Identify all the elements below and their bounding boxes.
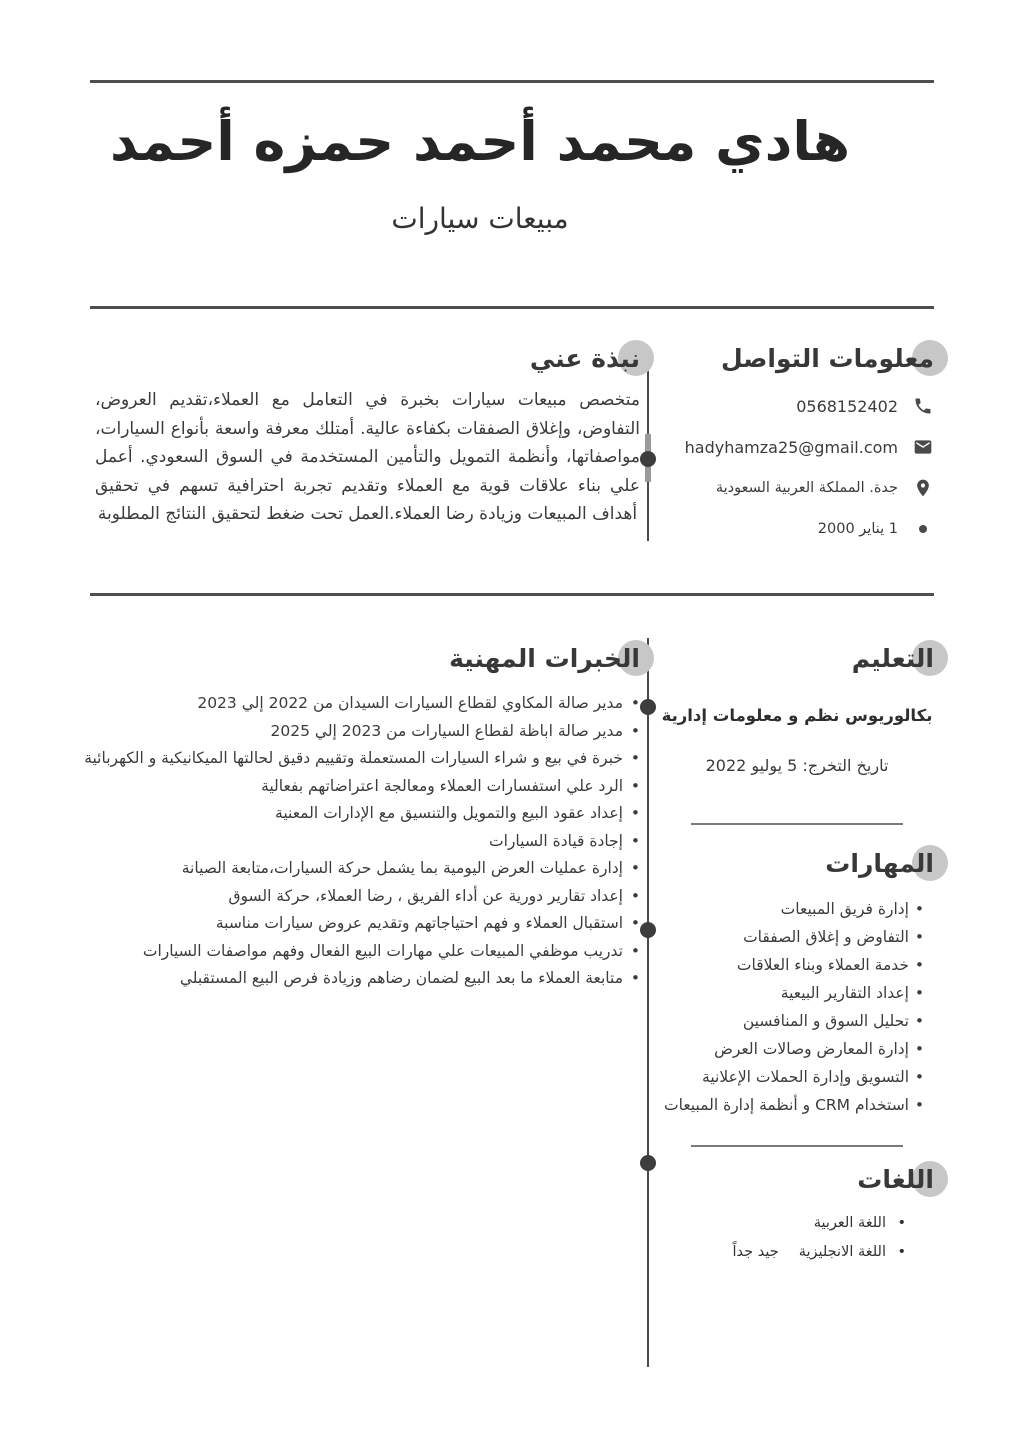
contact-section [660, 342, 934, 558]
degree: بكالوريوس نظم و معلومات إدارية [661, 706, 933, 725]
location-pin-icon [912, 477, 934, 499]
header [90, 96, 870, 235]
skill-item: • التفاوض و إغلاق الصفقات [660, 923, 924, 951]
skills-list [660, 895, 934, 1119]
phone-icon [912, 395, 934, 417]
skills-heading: المهارات [660, 847, 934, 881]
email-icon [912, 436, 934, 458]
birthdate-value: 1 يناير 2000 [817, 521, 898, 537]
experience-item: • تدريب موظفي المبيعات علي مهارات البيع الفعال وفهم مواصفات السيارات [30, 938, 640, 966]
lower-divider-node-2 [640, 922, 656, 938]
dot-icon [912, 518, 934, 540]
contact-row-phone [660, 394, 934, 418]
experience-item: • الرد علي استفسارات العملاء ومعالجة اعتراضاتهم بفعالية [30, 773, 640, 801]
lower-divider-node-3 [640, 1155, 656, 1171]
candidate-name: هادي محمد أحمد حمزه أحمد [109, 110, 851, 173]
email-value: hadyhamza25@gmail.com [684, 437, 898, 457]
phone-value: 0568152402 [796, 396, 898, 416]
about-text: متخصص مبيعات سيارات بخبرة في التعامل مع العملاء،تقديم العروض، التفاوض، وإغلاق الصفقات بكفاءة عالية. أمتلك معرفة واسعة بأنواع السيارات، مواصفاتها، وأنظمة التمويل والتأمين المستخدمة في السوق السعودي. أعمل علي بناء علاقات قوية مع العملاء وتقديم تجربة احترافية تسهم في تحقيق أهداف المبيعات وزيادة رضا العملاء.العمل تحت ضغط لتحقيق النتائج المطلوبة [95, 390, 640, 524]
experience-section [30, 642, 640, 993]
top-divider [90, 80, 934, 83]
about-section [95, 342, 640, 529]
experience-item: • إجادة قيادة السيارات [30, 828, 640, 856]
skill-item: • إعداد التقارير البيعية [660, 979, 924, 1007]
contact-row-location [660, 476, 934, 500]
skill-item: • التسويق وإدارة الحملات الإعلانية [660, 1063, 924, 1091]
contact-row-birthdate [660, 517, 934, 541]
language-item [660, 1238, 906, 1267]
experience-item: • مدير صالة المكاوي لقطاع السيارات السيدان من 2022 إلي 2023 [30, 690, 640, 718]
contact-rows [660, 394, 934, 541]
right-column [660, 642, 934, 1267]
languages-heading: اللغات [660, 1163, 934, 1197]
graduation-date: تاريخ التخرج: 5 يوليو 2022 [705, 756, 889, 775]
experience-item: • إدارة عمليات العرض اليومية بما يشمل حركة السيارات،متابعة الصيانة [30, 855, 640, 883]
skill-item: • تحليل السوق و المنافسين [660, 1007, 924, 1035]
language-name: اللغة العربية [813, 1215, 886, 1231]
skill-item: • إدارة المعارض وصالات العرض [660, 1035, 924, 1063]
skill-item: • خدمة العملاء وبناء العلاقات [660, 951, 924, 979]
experience-item: • متابعة العملاء ما بعد البيع لضمان رضاهم وزيادة فرص البيع المستقبلي [30, 965, 640, 993]
experience-item: • استقبال العملاء و فهم احتياجاتهم وتقديم عروض سيارات مناسبة [30, 910, 640, 938]
experience-item: • مدير صالة اباظة لقطاع السيارات من 2023 إلي 2025 [30, 718, 640, 746]
education-heading: التعليم [660, 642, 934, 676]
about-heading: نبذة عني [95, 342, 640, 376]
middle-divider [90, 593, 934, 596]
location-value: جدة. المملكة العربية السعودية [715, 480, 898, 496]
header-divider [90, 306, 934, 309]
education-skills-divider [691, 823, 903, 825]
language-name: اللغة الانجليزية [798, 1244, 886, 1260]
lower-column-divider [647, 638, 649, 1367]
skill-item: • استخدام CRM و أنظمة إدارة المبيعات [660, 1091, 924, 1119]
experience-heading: الخبرات المهنية [30, 642, 640, 676]
experience-item: • خبرة في بيع و شراء السيارات المستعملة وتقييم دقيق لحالتها الميكانيكية و الكهربائية [30, 745, 640, 773]
experience-item: • إعداد تقارير دورية عن أداء الفريق ، رضا العملاء، حركة السوق [30, 883, 640, 911]
languages-list [660, 1209, 934, 1267]
upper-divider-node [640, 451, 656, 467]
language-item [660, 1209, 906, 1238]
job-title: مبيعات سيارات [391, 201, 569, 235]
skill-item: • إدارة فريق المبيعات [660, 895, 924, 923]
lower-divider-node-1 [640, 699, 656, 715]
skills-languages-divider [691, 1145, 903, 1147]
language-level: جيد جداً [732, 1244, 779, 1260]
contact-heading: معلومات التواصل [660, 342, 934, 376]
contact-row-email [660, 435, 934, 459]
experience-list [30, 690, 640, 993]
experience-item: • إعداد عقود البيع والتمويل والتنسيق مع الإدارات المعنية [30, 800, 640, 828]
